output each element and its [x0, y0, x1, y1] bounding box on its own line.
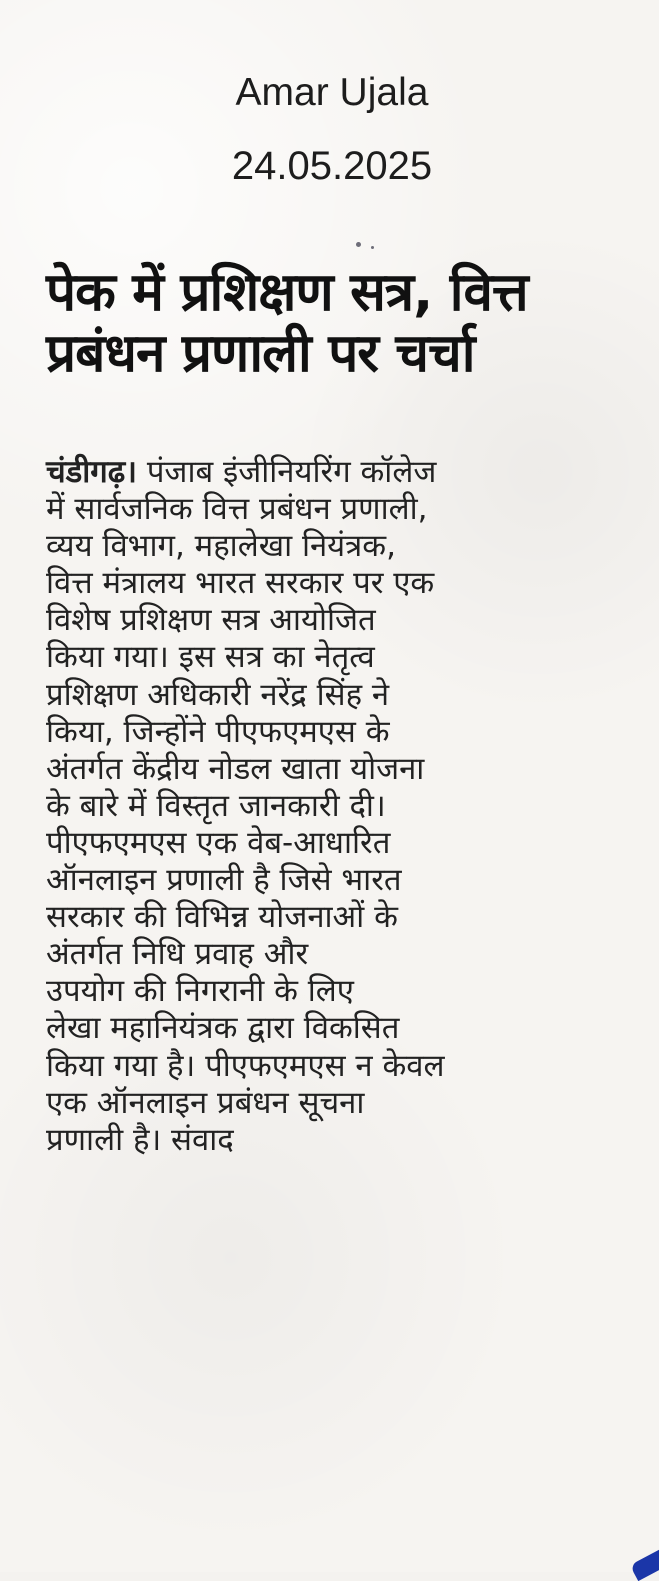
- body-line: पीएफएमएस एक वेब-आधारित: [46, 824, 391, 861]
- body-line: विशेष प्रशिक्षण सत्र आयोजित: [46, 602, 376, 639]
- body-line: एक ऑनलाइन प्रबंधन सूचना: [46, 1084, 365, 1121]
- body-line: प्रशिक्षण अधिकारी नरेंद्र सिंह ने: [46, 676, 390, 713]
- body-line: किया गया है। पीएफएमएस न केवल: [46, 1047, 445, 1084]
- body-line: प्रणाली है। संवाद: [46, 1121, 234, 1158]
- body-text: पंजाब इंजीनियरिंग कॉलेज: [146, 454, 437, 490]
- body-line: व्यय विभाग, महालेखा नियंत्रक,: [46, 528, 396, 565]
- print-speck: [371, 246, 374, 249]
- article-headline: [46, 262, 606, 385]
- newspaper-name: Amar Ujala: [235, 71, 429, 114]
- body-line: ऑनलाइन प्रणाली है जिसे भारत: [46, 862, 402, 899]
- body-line: वित्त मंत्रालय भारत सरकार पर एक: [46, 565, 435, 602]
- blue-corner-mark: [630, 1549, 659, 1581]
- body-line: अंतर्गत केंद्रीय नोडल खाता योजना: [46, 750, 425, 787]
- body-line: लेखा महानियंत्रक द्वारा विकसित: [46, 1010, 400, 1047]
- body-line: उपयोग की निगरानी के लिए: [46, 973, 354, 1010]
- headline-line: पेक में प्रशिक्षण सत्र, वित्त: [46, 262, 528, 323]
- body-line: [46, 454, 616, 491]
- print-speck: [356, 242, 361, 247]
- body-line: में सार्वजनिक वित्त प्रबंधन प्रणाली,: [46, 491, 428, 528]
- clipping-header: [0, 70, 659, 190]
- article-body: [46, 454, 616, 1159]
- headline-line: प्रबंधन प्रणाली पर चर्चा: [46, 323, 475, 385]
- body-line: सरकार की विभिन्न योजनाओं के: [46, 899, 398, 936]
- body-line: किया, जिन्होंने पीएफएमएस के: [46, 713, 390, 750]
- body-line: अंतर्गत निधि प्रवाह और: [46, 936, 309, 973]
- dateline: चंडीगढ़।: [46, 454, 137, 490]
- body-line: किया गया। इस सत्र का नेतृत्व: [46, 639, 375, 676]
- body-line: के बारे में विस्तृत जानकारी दी।: [46, 787, 386, 824]
- publication-date: 24.05.2025: [231, 143, 433, 188]
